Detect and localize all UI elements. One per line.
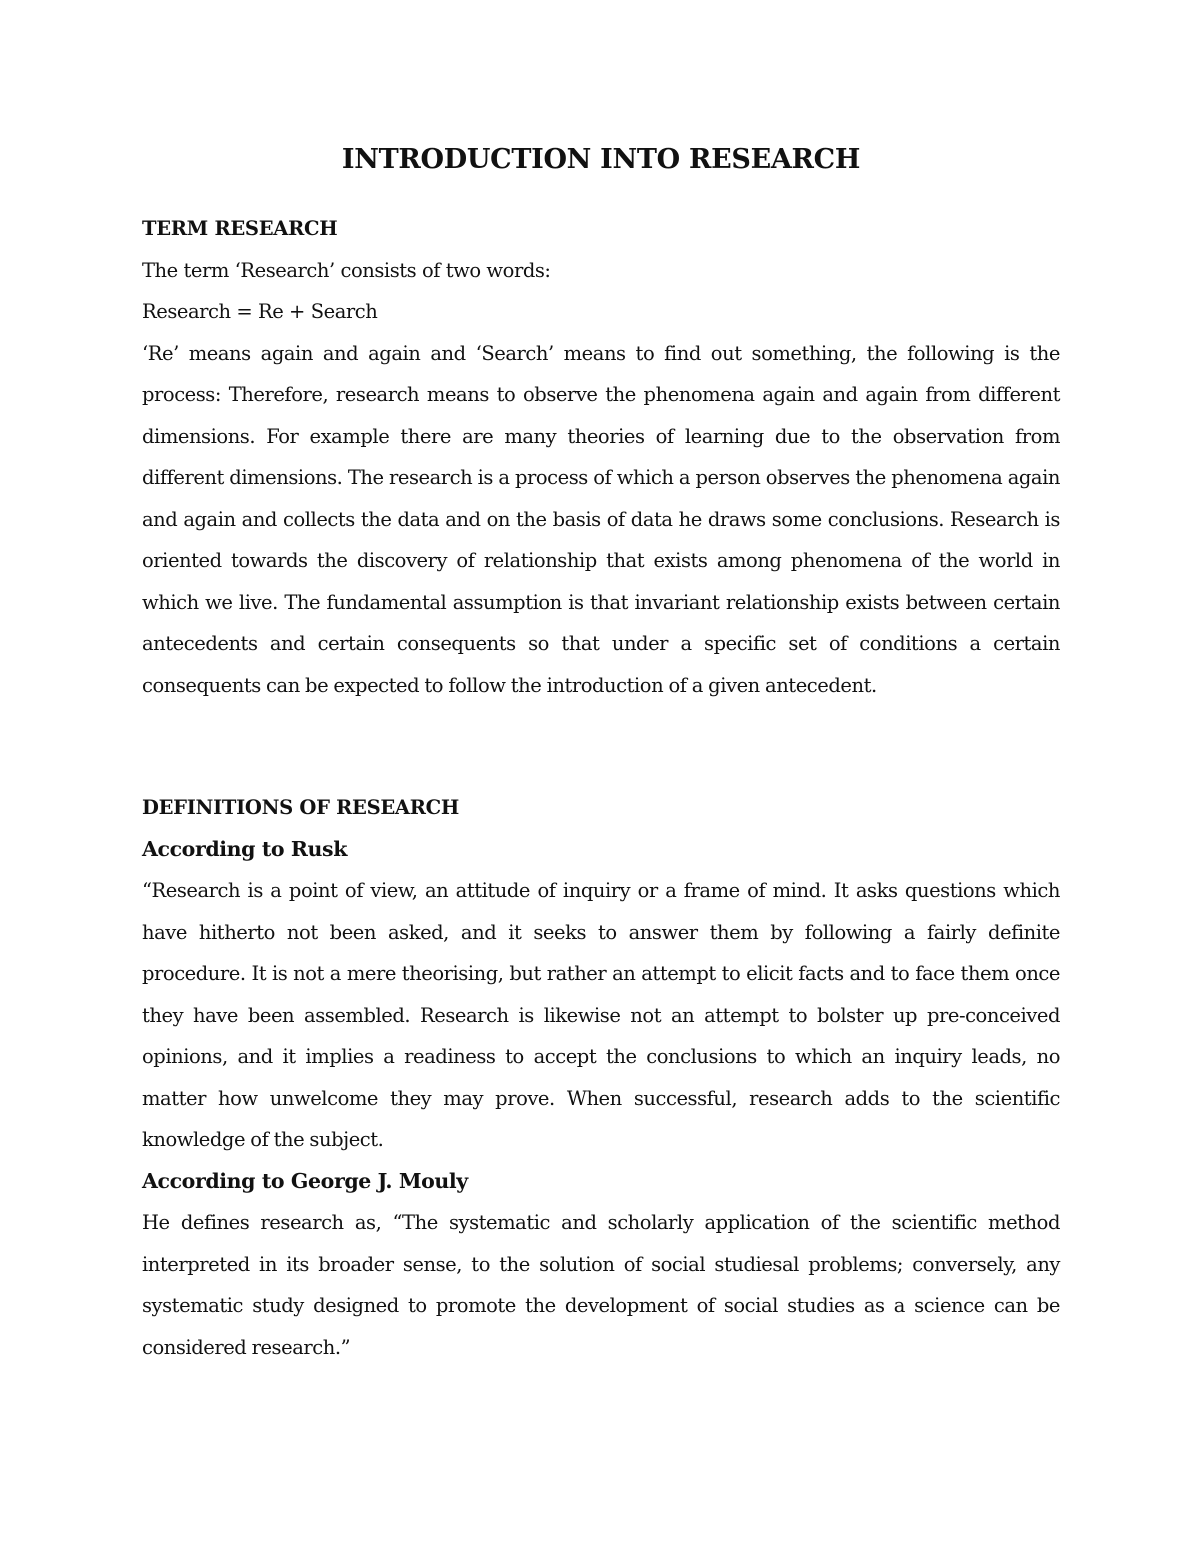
mouly-definition-paragraph: He defines research as, “The systematic and scholarly application of the scientific method interpreted in its broader sense, to the solution of social studiesal problems; conversely, any systematic study designed to promote the development of social studies as a science can be considered research.”	[142, 1211, 1060, 1359]
definitions-heading: DEFINITIONS OF RESEARCH	[142, 796, 460, 819]
document-title: INTRODUCTION INTO RESEARCH	[341, 144, 861, 175]
term-research-section	[142, 208, 1060, 706]
term-research-paragraph: ‘Re’ means again and again and ‘Search’ means to find out something, the following is the process: Therefore, research means to observe the phenomena again and again from different dimensions. For example there are many theories of learning due to the observation from different dimensions. The research is a process of which a person observes the phenomena again and again and collects the data and on the basis of data he draws some conclusions. Research is oriented towards the discovery of relationship that exists among phenomena of the world in which we live. The fundamental assumption is that invariant relationship exists between certain antecedents and certain consequents so that under a specific set of conditions a certain consequents can be expected to follow the introduction of a given antecedent.	[142, 341, 1060, 697]
rusk-definition-paragraph: “Research is a point of view, an attitude of inquiry or a frame of mind. It asks questions which have hitherto not been asked, and it seeks to answer them by following a fairly definite procedure. It is not a mere theorising, but rather an attempt to elicit facts and to face them once they have been assembled. Research is likewise not an attempt to bolster up pre-conceived opinions, and it implies a readiness to accept the conclusions to which an inquiry leads, no matter how unwelcome they may prove. When successful, research adds to the scientific knowledge of the subject.	[142, 879, 1060, 1151]
rusk-heading: According to Rusk	[142, 836, 348, 861]
mouly-heading: According to George J. Mouly	[142, 1168, 468, 1193]
term-research-formula-line: Research = Re + Search	[142, 300, 378, 323]
term-research-heading: TERM RESEARCH	[142, 217, 338, 240]
definitions-section	[142, 787, 1060, 1368]
term-research-intro-line: The term ‘Research’ consists of two words:	[142, 258, 551, 282]
